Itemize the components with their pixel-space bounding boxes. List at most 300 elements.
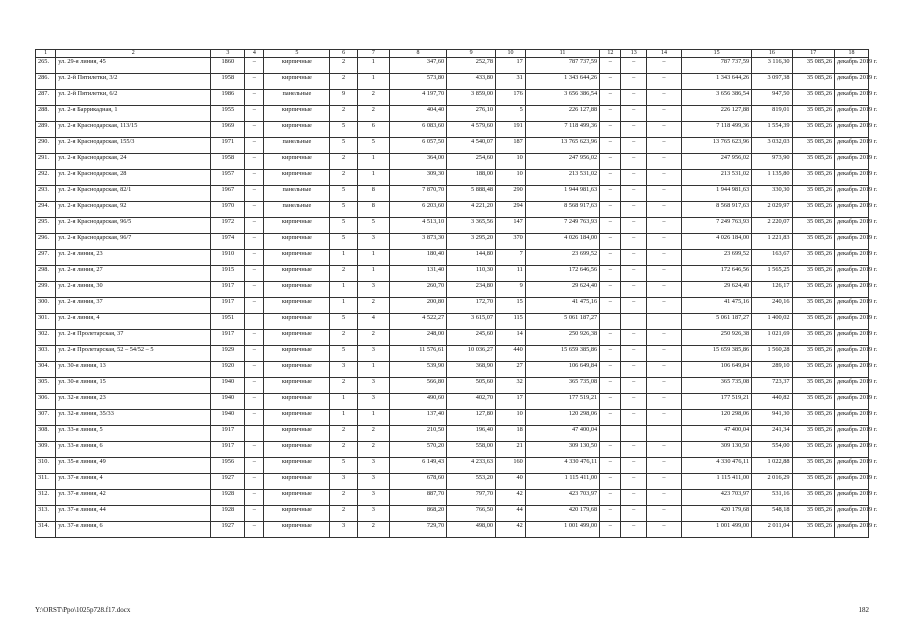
table-cell: 1 221,83 xyxy=(752,234,792,250)
table-cell: – xyxy=(621,74,647,90)
table-cell: 3 xyxy=(357,474,389,490)
table-row xyxy=(36,202,869,218)
table-cell: 248,00 xyxy=(389,330,446,346)
table-cell: 1969 xyxy=(211,122,245,138)
table-cell: – xyxy=(621,266,647,282)
table-cell: 234,80 xyxy=(447,282,496,298)
header-cell: 2 xyxy=(56,50,211,58)
table-cell: декабрь 2019 г. xyxy=(835,58,869,74)
table-cell: 1 400,02 xyxy=(752,314,792,330)
table-cell: 1 xyxy=(330,394,358,410)
table-cell: – xyxy=(245,106,264,122)
table-cell: – xyxy=(245,266,264,282)
table-cell: декабрь 2019 г. xyxy=(835,122,869,138)
table-cell xyxy=(600,314,621,330)
table-cell: панельные xyxy=(264,202,330,218)
table-cell: 2 xyxy=(330,378,358,394)
table-cell: 5 xyxy=(330,218,358,234)
table-cell: 35 085,26 xyxy=(792,314,835,330)
table-cell: – xyxy=(600,394,621,410)
table-cell: – xyxy=(245,74,264,90)
table-cell: декабрь 2019 г. xyxy=(835,362,869,378)
table-cell: 1974 xyxy=(211,234,245,250)
table-cell: ул. 29-я линия, 45 xyxy=(56,58,211,74)
table-cell: – xyxy=(621,458,647,474)
table-cell: 787 737,59 xyxy=(525,58,599,74)
table-cell: – xyxy=(245,218,264,234)
table-cell: 7 xyxy=(496,250,526,266)
table-cell: 1920 xyxy=(211,362,245,378)
table-cell: – xyxy=(646,266,681,282)
table-cell: 5 xyxy=(330,346,358,362)
table-cell: 1972 xyxy=(211,218,245,234)
table-cell: декабрь 2019 г. xyxy=(835,234,869,250)
table-cell: 5 xyxy=(330,138,358,154)
table-cell: – xyxy=(245,90,264,106)
table-cell: 35 085,26 xyxy=(792,426,835,442)
table-cell: 35 085,26 xyxy=(792,218,835,234)
table-row xyxy=(36,266,869,282)
table-cell: ул. 37-я линия, 44 xyxy=(56,506,211,522)
table-cell: 137,40 xyxy=(389,410,446,426)
table-cell: 296. xyxy=(36,234,56,250)
table-cell: декабрь 2019 г. xyxy=(835,170,869,186)
table-cell: 1 343 644,26 xyxy=(525,74,599,90)
table-cell: 1957 xyxy=(211,170,245,186)
table-cell: – xyxy=(600,170,621,186)
table-cell: 15 659 385,86 xyxy=(682,346,752,362)
table-cell: 311. xyxy=(36,474,56,490)
table-cell: ул. 32-я линия, 23 xyxy=(56,394,211,410)
table-cell: декабрь 2019 г. xyxy=(835,394,869,410)
table-cell: 247 956,02 xyxy=(682,154,752,170)
table-cell: 35 085,26 xyxy=(792,474,835,490)
table-cell: кирпичные xyxy=(264,426,330,442)
table-cell: 35 085,26 xyxy=(792,186,835,202)
table-cell: 297. xyxy=(36,250,56,266)
table-cell: 3 365,56 xyxy=(447,218,496,234)
table-cell: 18 xyxy=(496,426,526,442)
table-cell: 14 xyxy=(496,330,526,346)
table-cell: 364,00 xyxy=(389,154,446,170)
table-cell: кирпичные xyxy=(264,410,330,426)
table-cell: – xyxy=(646,282,681,298)
table-cell: 35 085,26 xyxy=(792,330,835,346)
table-cell xyxy=(245,426,264,442)
table-cell: декабрь 2019 г. xyxy=(835,218,869,234)
table-cell: 309 130,50 xyxy=(682,442,752,458)
table-cell: 32 xyxy=(496,378,526,394)
table-cell: 126,17 xyxy=(752,282,792,298)
table-cell: – xyxy=(600,410,621,426)
table-cell: кирпичные xyxy=(264,106,330,122)
table-cell: – xyxy=(245,234,264,250)
table-cell: 35 085,26 xyxy=(792,250,835,266)
table-cell: 440 xyxy=(496,346,526,362)
table-cell: 240,16 xyxy=(752,298,792,314)
table-cell: 1971 xyxy=(211,138,245,154)
table-cell: 2 011,04 xyxy=(752,522,792,538)
table-cell: 309,30 xyxy=(389,170,446,186)
table-cell: 172,70 xyxy=(447,298,496,314)
table-row xyxy=(36,74,869,90)
table-cell: 819,01 xyxy=(752,106,792,122)
table-cell: ул. 2-я линия, 23 xyxy=(56,250,211,266)
table-row xyxy=(36,490,869,506)
table-cell: 293. xyxy=(36,186,56,202)
table-cell: кирпичные xyxy=(264,490,330,506)
table-cell: 1 xyxy=(357,266,389,282)
table-cell: декабрь 2019 г. xyxy=(835,314,869,330)
table-cell: 433,80 xyxy=(447,74,496,90)
table-cell: 1 343 644,26 xyxy=(682,74,752,90)
table-cell: – xyxy=(600,202,621,218)
table-cell: – xyxy=(646,506,681,522)
table-cell: – xyxy=(245,458,264,474)
table-cell: 1 135,80 xyxy=(752,170,792,186)
table-cell: – xyxy=(600,362,621,378)
table-cell: 723,37 xyxy=(752,378,792,394)
table-cell: 131,40 xyxy=(389,266,446,282)
table-cell: 286. xyxy=(36,74,56,90)
table-cell: ул. 2-я линия, 37 xyxy=(56,298,211,314)
table-cell: 298. xyxy=(36,266,56,282)
table-cell: 10 xyxy=(496,410,526,426)
table-cell: 5 xyxy=(330,234,358,250)
table-row xyxy=(36,426,869,442)
table-cell: 1928 xyxy=(211,506,245,522)
table-cell: 423 703,97 xyxy=(525,490,599,506)
table-cell: – xyxy=(245,202,264,218)
table-cell: 1917 xyxy=(211,426,245,442)
table-cell: панельные xyxy=(264,90,330,106)
table-cell: 1955 xyxy=(211,106,245,122)
table-cell: 1917 xyxy=(211,298,245,314)
table-cell: панельные xyxy=(264,138,330,154)
table-cell: 35 085,26 xyxy=(792,154,835,170)
table-row xyxy=(36,298,869,314)
table-cell: декабрь 2019 г. xyxy=(835,250,869,266)
table-cell: 10 xyxy=(496,170,526,186)
table-cell: 163,67 xyxy=(752,250,792,266)
table-row xyxy=(36,250,869,266)
table-cell: 13 765 623,96 xyxy=(525,138,599,154)
table-cell: 106 649,84 xyxy=(682,362,752,378)
table-cell: – xyxy=(600,298,621,314)
table-cell: ул. 35-я линия, 49 xyxy=(56,458,211,474)
table-cell: – xyxy=(646,410,681,426)
table-cell: кирпичные xyxy=(264,506,330,522)
table-cell: 303. xyxy=(36,346,56,362)
table-cell: 35 085,26 xyxy=(792,522,835,538)
table-cell: 4 540,07 xyxy=(447,138,496,154)
table-cell: – xyxy=(245,474,264,490)
table-cell: – xyxy=(600,234,621,250)
table-cell: 1 xyxy=(357,58,389,74)
table-cell: 307. xyxy=(36,410,56,426)
table-cell: 1986 xyxy=(211,90,245,106)
table-cell: 265. xyxy=(36,58,56,74)
table-row xyxy=(36,282,869,298)
table-cell: 5 xyxy=(357,138,389,154)
table-cell: ул. 2-я линия, 4 xyxy=(56,314,211,330)
table-cell: ул. 30-я линия, 13 xyxy=(56,362,211,378)
table-cell: – xyxy=(245,122,264,138)
table-cell: декабрь 2019 г. xyxy=(835,490,869,506)
table-cell: – xyxy=(621,90,647,106)
header-cell: 14 xyxy=(646,50,681,58)
table-cell: 4 026 184,00 xyxy=(525,234,599,250)
table-cell: декабрь 2019 г. xyxy=(835,138,869,154)
table-cell: 44 xyxy=(496,506,526,522)
table-cell: 35 085,26 xyxy=(792,234,835,250)
table-cell: – xyxy=(245,154,264,170)
table-cell: 1 xyxy=(330,298,358,314)
table-cell: 566,80 xyxy=(389,378,446,394)
table-cell: 766,50 xyxy=(447,506,496,522)
table-cell: 6 083,60 xyxy=(389,122,446,138)
table-cell: кирпичные xyxy=(264,154,330,170)
table-cell: 1 xyxy=(330,410,358,426)
table-cell: 1 565,25 xyxy=(752,266,792,282)
table-cell: 558,00 xyxy=(447,442,496,458)
table-cell: 3 097,38 xyxy=(752,74,792,90)
table-cell: – xyxy=(646,202,681,218)
table-cell: кирпичные xyxy=(264,522,330,538)
table-cell: 1967 xyxy=(211,186,245,202)
table-body xyxy=(36,50,878,538)
table-cell: 176 xyxy=(496,90,526,106)
table-cell: 312. xyxy=(36,490,56,506)
table-cell: 370 xyxy=(496,234,526,250)
table-cell: 304. xyxy=(36,362,56,378)
table-cell: 42 xyxy=(496,490,526,506)
table-cell: 9 xyxy=(496,282,526,298)
table-cell: 213 531,02 xyxy=(682,170,752,186)
table-cell: 309 130,50 xyxy=(525,442,599,458)
table-cell: 368,90 xyxy=(447,362,496,378)
table-cell: – xyxy=(245,170,264,186)
table-cell: 3 656 386,54 xyxy=(525,90,599,106)
table-cell: – xyxy=(646,378,681,394)
table-cell: 47 400,04 xyxy=(525,426,599,442)
table-cell: 3 xyxy=(357,346,389,362)
table-row xyxy=(36,154,869,170)
table-cell: кирпичные xyxy=(264,330,330,346)
table-cell: декабрь 2019 г. xyxy=(835,426,869,442)
table-cell: 5 xyxy=(330,458,358,474)
table-cell: 570,20 xyxy=(389,442,446,458)
table-cell: 1 021,69 xyxy=(752,330,792,346)
table-cell: 41 475,16 xyxy=(682,298,752,314)
table-cell: 35 085,26 xyxy=(792,282,835,298)
table-cell: 2 xyxy=(330,266,358,282)
table-cell: 5 888,48 xyxy=(447,186,496,202)
table-cell: 490,60 xyxy=(389,394,446,410)
table-cell: – xyxy=(621,250,647,266)
table-cell: 6 057,50 xyxy=(389,138,446,154)
table-cell: – xyxy=(646,490,681,506)
table-cell: 276,10 xyxy=(447,106,496,122)
table-cell: 10 036,27 xyxy=(447,346,496,362)
table-cell: – xyxy=(245,330,264,346)
table-cell: 573,80 xyxy=(389,74,446,90)
housing-table xyxy=(35,49,878,538)
table-cell: 2 xyxy=(357,426,389,442)
table-cell: – xyxy=(600,490,621,506)
table-cell: 4 xyxy=(357,314,389,330)
table-cell: кирпичные xyxy=(264,442,330,458)
table-cell: – xyxy=(646,442,681,458)
table-header-row xyxy=(36,50,869,58)
table-cell: кирпичные xyxy=(264,458,330,474)
table-row xyxy=(36,90,869,106)
table-cell: кирпичные xyxy=(264,314,330,330)
table-cell: 2 xyxy=(357,298,389,314)
table-cell: 539,90 xyxy=(389,362,446,378)
table-cell: 3 xyxy=(357,394,389,410)
table-cell: 787 737,59 xyxy=(682,58,752,74)
table-cell: 1 115 411,00 xyxy=(682,474,752,490)
table-cell: – xyxy=(621,490,647,506)
table-cell: 15 xyxy=(496,298,526,314)
header-cell: 15 xyxy=(682,50,752,58)
table-cell: 287. xyxy=(36,90,56,106)
table-cell: 3 xyxy=(330,362,358,378)
table-cell: 4 579,60 xyxy=(447,122,496,138)
table-cell: – xyxy=(600,506,621,522)
table-cell: 35 085,26 xyxy=(792,458,835,474)
header-cell: 5 xyxy=(264,50,330,58)
table-cell: 1915 xyxy=(211,266,245,282)
table-cell: 35 085,26 xyxy=(792,138,835,154)
table-cell: 2 xyxy=(330,490,358,506)
table-cell: 404,40 xyxy=(389,106,446,122)
table-cell: ул. 2-я линия, 30 xyxy=(56,282,211,298)
table-cell: 299. xyxy=(36,282,56,298)
table-cell: 147 xyxy=(496,218,526,234)
table-cell: 8 xyxy=(357,186,389,202)
table-cell: 3 xyxy=(357,506,389,522)
table-row xyxy=(36,170,869,186)
table-cell: 177 519,21 xyxy=(525,394,599,410)
table-cell: 13 765 623,96 xyxy=(682,138,752,154)
table-cell: 2 xyxy=(357,106,389,122)
table-row xyxy=(36,458,869,474)
table-cell: 42 xyxy=(496,522,526,538)
table-cell: – xyxy=(646,74,681,90)
table-cell: 23 699,52 xyxy=(525,250,599,266)
table-cell: декабрь 2019 г. xyxy=(835,458,869,474)
table-cell: 305. xyxy=(36,378,56,394)
table-cell: декабрь 2019 г. xyxy=(835,410,869,426)
table-cell: 5 xyxy=(496,106,526,122)
table-cell: 1 001 499,00 xyxy=(525,522,599,538)
table-cell: – xyxy=(621,106,647,122)
table-cell: – xyxy=(245,410,264,426)
table-cell: 188,00 xyxy=(447,170,496,186)
table-cell: – xyxy=(646,250,681,266)
table-cell: ул. 2-я Краснодарская, 92 xyxy=(56,202,211,218)
table-cell: – xyxy=(245,58,264,74)
table-cell: 868,20 xyxy=(389,506,446,522)
table-cell: – xyxy=(600,138,621,154)
header-cell: 17 xyxy=(792,50,835,58)
table-cell: 5 061 187,27 xyxy=(682,314,752,330)
table-cell: 120 298,06 xyxy=(525,410,599,426)
table-cell: 2 xyxy=(330,170,358,186)
table-cell: – xyxy=(646,186,681,202)
table-cell: 23 699,52 xyxy=(682,250,752,266)
table-cell: – xyxy=(245,506,264,522)
table-cell: – xyxy=(245,442,264,458)
table-cell: 2 xyxy=(357,90,389,106)
table-cell: 21 xyxy=(496,442,526,458)
table-cell: 2 xyxy=(330,74,358,90)
table-cell: 177 519,21 xyxy=(682,394,752,410)
table-row xyxy=(36,58,869,74)
table-cell: 291. xyxy=(36,154,56,170)
table-row xyxy=(36,314,869,330)
table-cell: декабрь 2019 г. xyxy=(835,522,869,538)
table-cell: 290 xyxy=(496,186,526,202)
table-cell: 180,40 xyxy=(389,250,446,266)
table-cell: 1 022,88 xyxy=(752,458,792,474)
table-cell: 1 944 981,63 xyxy=(682,186,752,202)
table-cell xyxy=(621,426,647,442)
table-cell: 241,34 xyxy=(752,426,792,442)
table-cell: 2 xyxy=(330,442,358,458)
table-cell: – xyxy=(600,330,621,346)
table-cell: 420 179,68 xyxy=(682,506,752,522)
table-cell xyxy=(621,314,647,330)
table-cell: 7 118 499,36 xyxy=(682,122,752,138)
table-cell: 213 531,02 xyxy=(525,170,599,186)
table-cell: 6 xyxy=(357,122,389,138)
table-cell: 947,50 xyxy=(752,90,792,106)
table-cell: 3 xyxy=(357,490,389,506)
table-cell: 365 735,08 xyxy=(682,378,752,394)
table-cell: 440,82 xyxy=(752,394,792,410)
table-row xyxy=(36,346,869,362)
table-cell: 35 085,26 xyxy=(792,506,835,522)
header-cell: 18 xyxy=(835,50,869,58)
table-cell: 1929 xyxy=(211,346,245,362)
table-cell: – xyxy=(600,458,621,474)
table-cell: кирпичные xyxy=(264,250,330,266)
table-cell: 8 568 917,63 xyxy=(525,202,599,218)
table-cell: 245,60 xyxy=(447,330,496,346)
table-row xyxy=(36,218,869,234)
table-row xyxy=(36,234,869,250)
table-cell: 35 085,26 xyxy=(792,90,835,106)
table-cell: 260,70 xyxy=(389,282,446,298)
table-cell: – xyxy=(621,474,647,490)
table-cell: 290. xyxy=(36,138,56,154)
table-cell: 302. xyxy=(36,330,56,346)
table-cell: 4 233,63 xyxy=(447,458,496,474)
table-cell: 4 221,20 xyxy=(447,202,496,218)
table-cell: 1 xyxy=(357,362,389,378)
table-cell: 308. xyxy=(36,426,56,442)
table-cell: 3 615,07 xyxy=(447,314,496,330)
table-cell: 254,60 xyxy=(447,154,496,170)
table-row xyxy=(36,522,869,538)
table-cell: – xyxy=(600,266,621,282)
header-cell: 13 xyxy=(621,50,647,58)
table-cell: 1940 xyxy=(211,378,245,394)
table-cell: 1 xyxy=(357,250,389,266)
